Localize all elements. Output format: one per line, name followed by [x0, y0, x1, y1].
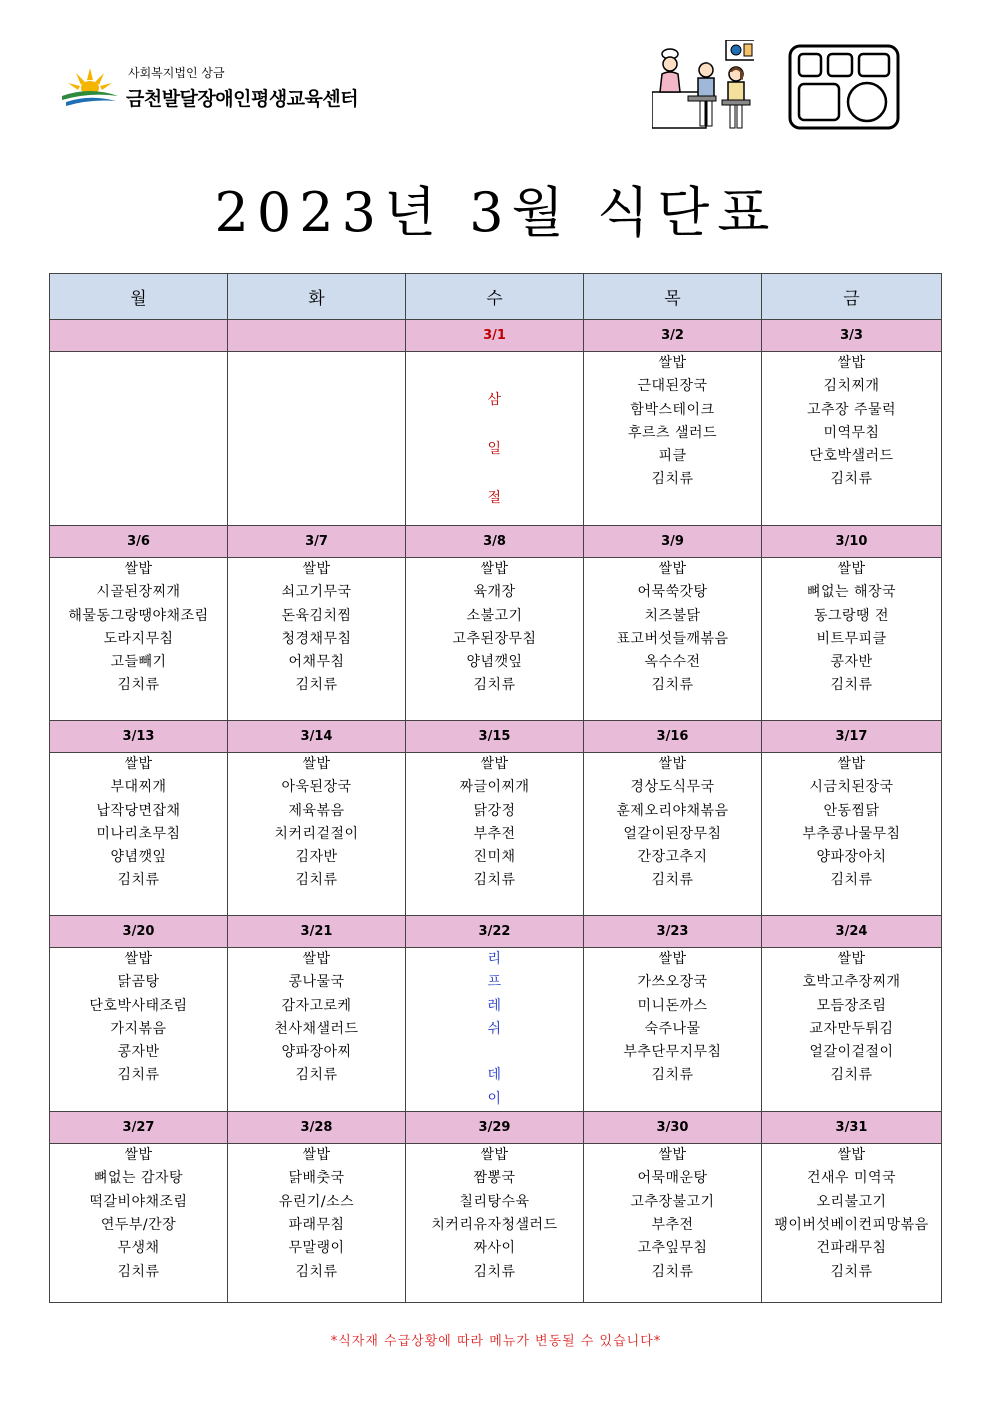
menu-cell — [228, 352, 406, 526]
date-row — [50, 320, 942, 352]
menu-item: 쌀밥 — [124, 1147, 153, 1164]
menu-item: 김치류 — [830, 677, 873, 694]
menu-item: 김자반 — [295, 849, 338, 866]
menu-item: 김치류 — [117, 872, 160, 889]
date-cell: 3/13 — [50, 721, 228, 753]
date-cell: 3/6 — [50, 526, 228, 558]
menu-item: 단호박사태조림 — [89, 997, 188, 1014]
menu-item: 쌀밥 — [480, 561, 509, 577]
date-row — [50, 1112, 942, 1144]
menu-cell — [228, 753, 406, 916]
date-cell: 3/3 — [762, 320, 942, 352]
weekday-header: 화 — [228, 274, 406, 320]
date-cell: 3/7 — [228, 526, 406, 558]
menu-item: 간장고추지 — [637, 849, 708, 866]
menu-item — [406, 1041, 583, 1064]
menu-item: 콩나물국 — [288, 974, 345, 991]
menu-item: 쌀밥 — [658, 951, 687, 967]
menu-cell — [50, 352, 228, 526]
menu-item: 단호박샐러드 — [809, 448, 894, 465]
date-cell: 3/23 — [584, 916, 762, 948]
menu-item: 쉬 — [487, 1020, 502, 1037]
menu-item: 김치류 — [295, 1263, 338, 1280]
menu-cell — [50, 948, 228, 1112]
menu-item: 시골된장찌개 — [96, 584, 181, 601]
menu-item: 짬뽕국 — [473, 1170, 516, 1187]
date-cell: 3/22 — [406, 916, 584, 948]
menu-item: 고추된장무침 — [452, 630, 537, 647]
date-cell: 3/24 — [762, 916, 942, 948]
menu-item: 부추전 — [651, 1216, 694, 1233]
menu-item: 콩자반 — [830, 654, 873, 671]
date-row — [50, 526, 942, 558]
menu-item: 김치류 — [473, 1263, 516, 1280]
menu-row — [50, 352, 942, 526]
cafeteria-people-icon — [652, 40, 754, 132]
menu-item: 쌀밥 — [124, 756, 153, 772]
menu-item: 돈육김치찜 — [281, 607, 352, 624]
menu-item: 짜사이 — [473, 1240, 516, 1257]
menu-cell — [584, 558, 762, 721]
menu-item: 가지볶음 — [110, 1020, 167, 1037]
menu-item: 고추잎무침 — [637, 1240, 708, 1257]
menu-item: 김치류 — [830, 1263, 873, 1280]
menu-item: 제육볶음 — [288, 802, 345, 819]
menu-item: 동그랑땡 전 — [813, 607, 890, 624]
holiday-char: 삼 — [487, 392, 502, 408]
holiday-char: 일 — [487, 441, 502, 457]
menu-item: 훈제오리야채볶음 — [616, 802, 729, 819]
date-cell: 3/10 — [762, 526, 942, 558]
menu-item: 리 — [487, 951, 502, 967]
menu-item: 김치류 — [830, 1067, 873, 1084]
menu-item: 양념깻잎 — [110, 849, 167, 866]
menu-item: 천사채샐러드 — [274, 1020, 359, 1037]
menu-item: 레 — [487, 997, 502, 1014]
menu-item: 해물동그랑땡야채조림 — [68, 607, 209, 624]
menu-item: 데 — [487, 1067, 502, 1084]
menu-item: 김치류 — [651, 1067, 694, 1084]
menu-item: 연두부/간장 — [100, 1216, 177, 1233]
menu-item: 쌀밥 — [124, 561, 153, 577]
food-tray-icon — [788, 44, 900, 130]
date-cell: 3/16 — [584, 721, 762, 753]
menu-row — [50, 558, 942, 721]
menu-item: 부대찌개 — [110, 779, 167, 796]
menu-table — [49, 273, 942, 1303]
menu-item: 얼갈이된장무침 — [623, 825, 722, 842]
menu-item: 쇠고기무국 — [281, 584, 352, 601]
menu-item: 호박고추장찌개 — [802, 974, 901, 991]
menu-item: 미역무침 — [823, 424, 880, 441]
menu-item: 부추전 — [473, 825, 516, 842]
menu-item: 쌀밥 — [837, 355, 866, 371]
menu-item: 김치찌개 — [823, 378, 880, 395]
menu-item: 칠리탕수육 — [459, 1193, 530, 1210]
menu-item: 안동찜닭 — [823, 802, 880, 819]
menu-item: 건파래무침 — [816, 1240, 887, 1257]
menu-cell — [762, 352, 942, 526]
menu-change-note: *식자재 수급상황에 따라 메뉴가 변동될 수 있습니다* — [330, 1334, 662, 1349]
menu-item: 모듬장조림 — [816, 997, 887, 1014]
menu-item: 옥수수전 — [644, 654, 701, 671]
date-cell — [50, 320, 228, 352]
menu-item: 건새우 미역국 — [806, 1170, 897, 1187]
menu-item: 쌀밥 — [837, 1147, 866, 1164]
menu-item: 유린기/소스 — [278, 1193, 355, 1210]
menu-item: 김치류 — [651, 872, 694, 889]
menu-item: 쌀밥 — [480, 1147, 509, 1164]
menu-item: 쌀밥 — [837, 756, 866, 772]
org-subtitle: 사회복지법인 상금 — [128, 66, 225, 80]
menu-item: 콩자반 — [117, 1044, 160, 1061]
menu-item: 양파장아찌 — [281, 1044, 352, 1061]
date-cell: 3/27 — [50, 1112, 228, 1144]
date-cell: 3/30 — [584, 1112, 762, 1144]
menu-item: 김치류 — [295, 677, 338, 694]
date-cell: 3/14 — [228, 721, 406, 753]
menu-item: 김치류 — [830, 471, 873, 488]
menu-row — [50, 948, 942, 1112]
menu-item: 치커리유자청샐러드 — [431, 1216, 558, 1233]
menu-item: 쌀밥 — [658, 1147, 687, 1164]
menu-item: 김치류 — [473, 677, 516, 694]
date-cell — [228, 320, 406, 352]
menu-item: 교자만두튀김 — [809, 1020, 894, 1037]
holiday-char: 절 — [487, 490, 502, 506]
menu-item: 김치류 — [651, 1263, 694, 1280]
menu-item: 고들빼기 — [110, 654, 167, 671]
date-row — [50, 916, 942, 948]
menu-cell — [406, 1144, 584, 1303]
menu-row — [50, 1144, 942, 1303]
menu-item: 함박스테이크 — [630, 401, 715, 418]
menu-item: 닭배춧국 — [288, 1170, 345, 1187]
menu-item: 쌀밥 — [658, 756, 687, 772]
menu-item: 김치류 — [473, 872, 516, 889]
menu-item: 김치류 — [117, 1067, 160, 1084]
menu-item: 뼈없는 해장국 — [806, 584, 897, 601]
menu-item: 어묵매운탕 — [637, 1170, 708, 1187]
menu-cell — [406, 948, 584, 1112]
menu-item: 김치류 — [117, 1263, 160, 1280]
menu-cell — [406, 753, 584, 916]
date-cell: 3/21 — [228, 916, 406, 948]
menu-item: 팽이버섯베이컨피망볶음 — [774, 1216, 929, 1233]
menu-item: 김치류 — [295, 1067, 338, 1084]
menu-item: 숙주나물 — [644, 1020, 701, 1037]
menu-item: 가쓰오장국 — [637, 974, 708, 991]
menu-cell — [50, 558, 228, 721]
menu-item: 김치류 — [117, 677, 160, 694]
menu-item: 치즈불닭 — [644, 607, 701, 624]
menu-item: 닭강정 — [473, 802, 516, 819]
menu-item: 치커리겉절이 — [274, 825, 359, 842]
menu-item: 근대된장국 — [637, 378, 708, 395]
page-title: 2023년 3월 식단표 — [214, 181, 778, 244]
menu-item: 쌀밥 — [302, 561, 331, 577]
menu-item: 감자고로케 — [281, 997, 352, 1014]
menu-item: 닭곰탕 — [117, 974, 160, 991]
menu-item: 미나리초무침 — [96, 825, 181, 842]
menu-item: 무생채 — [117, 1240, 160, 1257]
menu-item: 고추장불고기 — [630, 1193, 715, 1210]
menu-item: 소불고기 — [466, 607, 523, 624]
menu-item: 김치류 — [651, 677, 694, 694]
date-cell: 3/8 — [406, 526, 584, 558]
sunrise-logo-icon — [60, 64, 120, 110]
menu-item: 아욱된장국 — [281, 779, 352, 796]
menu-item: 쌀밥 — [837, 561, 866, 577]
menu-item: 양념깻잎 — [466, 654, 523, 671]
menu-cell — [584, 948, 762, 1112]
org-name: 금천발달장애인평생교육센터 — [126, 88, 359, 110]
menu-item: 어채무침 — [288, 654, 345, 671]
menu-cell — [584, 753, 762, 916]
menu-item: 청경채무침 — [281, 630, 352, 647]
menu-item: 납작당면잡채 — [96, 802, 181, 819]
menu-item: 이 — [487, 1090, 502, 1107]
menu-item: 떡갈비야채조림 — [89, 1193, 188, 1210]
menu-cell — [762, 753, 942, 916]
menu-item: 쌀밥 — [658, 355, 687, 371]
menu-item: 진미채 — [473, 849, 516, 866]
date-cell: 3/20 — [50, 916, 228, 948]
menu-item: 무말랭이 — [288, 1240, 345, 1257]
menu-item: 부추단무지무침 — [623, 1044, 722, 1061]
menu-item: 파래무침 — [288, 1216, 345, 1233]
menu-item: 쌀밥 — [658, 561, 687, 577]
menu-item: 도라지무침 — [103, 630, 174, 647]
menu-cell — [228, 1144, 406, 1303]
menu-item: 육개장 — [473, 584, 516, 601]
menu-item: 부추콩나물무침 — [802, 825, 901, 842]
menu-item: 쌀밥 — [302, 756, 331, 772]
menu-cell — [584, 1144, 762, 1303]
menu-cell — [406, 558, 584, 721]
menu-cell — [762, 1144, 942, 1303]
menu-item: 쌀밥 — [302, 1147, 331, 1164]
weekday-header-row — [50, 274, 942, 320]
menu-row — [50, 753, 942, 916]
menu-item: 고추장 주물럭 — [806, 401, 897, 418]
menu-cell — [762, 558, 942, 721]
menu-item: 쌀밥 — [124, 951, 153, 967]
weekday-header: 월 — [50, 274, 228, 320]
menu-item: 김치류 — [295, 872, 338, 889]
menu-item: 어묵쑥갓탕 — [637, 584, 708, 601]
date-cell: 3/1 — [406, 320, 584, 352]
menu-cell — [50, 753, 228, 916]
date-cell: 3/2 — [584, 320, 762, 352]
weekday-header: 수 — [406, 274, 584, 320]
date-cell: 3/9 — [584, 526, 762, 558]
menu-item: 김치류 — [830, 872, 873, 889]
menu-cell — [228, 558, 406, 721]
menu-cell — [406, 352, 584, 526]
menu-item: 짜글이찌개 — [459, 779, 530, 796]
date-cell: 3/29 — [406, 1112, 584, 1144]
menu-item: 쌀밥 — [302, 951, 331, 967]
menu-item: 후르츠 샐러드 — [627, 424, 718, 441]
weekday-header: 목 — [584, 274, 762, 320]
menu-item: 뼈없는 감자탕 — [93, 1170, 184, 1187]
menu-item: 시금치된장국 — [809, 779, 894, 796]
menu-item: 경상도식무국 — [630, 779, 715, 796]
menu-item: 표고버섯들깨볶음 — [616, 630, 729, 647]
menu-item: 양파장아치 — [816, 849, 887, 866]
menu-item: 피클 — [658, 448, 687, 465]
date-cell: 3/31 — [762, 1112, 942, 1144]
menu-item: 비트무피클 — [816, 630, 887, 647]
date-row — [50, 721, 942, 753]
menu-cell — [50, 1144, 228, 1303]
menu-cell — [762, 948, 942, 1112]
date-cell: 3/15 — [406, 721, 584, 753]
weekday-header: 금 — [762, 274, 942, 320]
menu-cell — [584, 352, 762, 526]
date-cell: 3/28 — [228, 1112, 406, 1144]
date-cell: 3/17 — [762, 721, 942, 753]
menu-item: 오리불고기 — [816, 1193, 887, 1210]
menu-cell — [228, 948, 406, 1112]
menu-item: 얼갈이겉절이 — [809, 1044, 894, 1061]
menu-item: 김치류 — [651, 471, 694, 488]
menu-item: 미니돈까스 — [637, 997, 708, 1014]
menu-item: 쌀밥 — [480, 756, 509, 772]
menu-item: 쌀밥 — [837, 951, 866, 967]
menu-item: 프 — [487, 974, 502, 991]
